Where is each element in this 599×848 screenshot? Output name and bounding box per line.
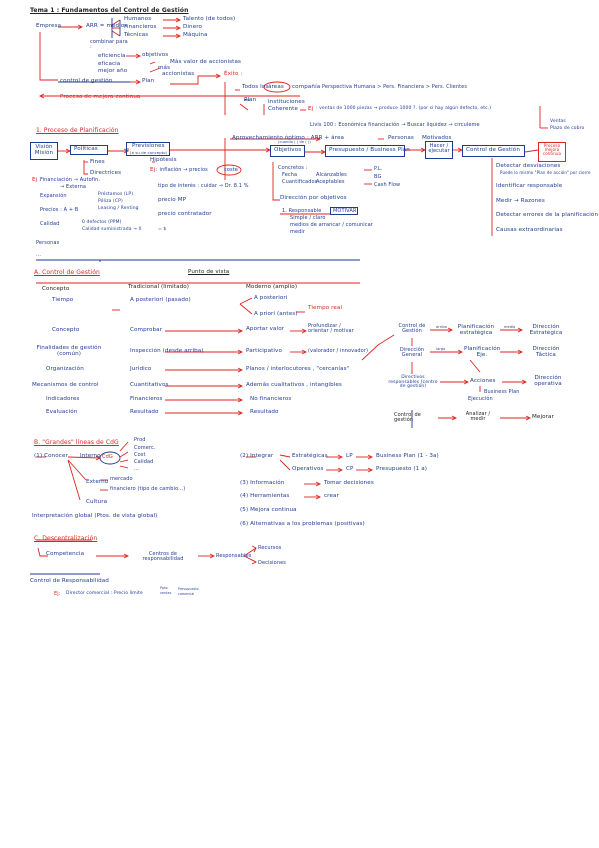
row-concepto-m: Aportar valor [246,326,285,332]
sec3-r0-b: LP [346,453,353,459]
motivados-label: Motivados [422,135,452,141]
right-plan-label: Plan [244,97,257,103]
sec3-mercado: mercado [110,476,133,482]
diag-control: Control de Gestión [398,323,426,334]
row-indicadores-t: Financieros [130,396,163,402]
sec3-externo: Externo [86,479,109,485]
mas-valor-label: Más valor de accionistas [170,59,242,65]
recurso-out-talento: Talento (de todos) [183,16,236,22]
diag-direccion-general: Dirección General [399,347,425,358]
row-mecanismos-c: Mecanismos de control [32,382,99,388]
objetivos-sub: (cuando ( ) de ( )) [278,140,311,144]
sec3-r0-n: (2) Integrar [240,453,274,459]
medir-label: medir [290,229,306,235]
right-ej-label: Ej [308,106,314,112]
ctrl-sub: Puede lo mismo "Plan de acción" por cierre [500,170,591,175]
livis-text: Livis 100 : Económica financiación → Buscar liquidez → circuleme [310,122,480,128]
sec4-ej: Ej: [54,591,61,597]
diag-control2: Control de gestión [394,412,421,423]
politicas-personas: Personas [36,240,60,246]
compania-label: compañía [292,84,321,90]
ctrl-detectar: Detectar desviaciones [496,163,561,169]
fines-label: Fines [90,159,105,165]
row-mecanismos-m: Además cualitativos , intangibles [246,382,342,388]
precio-contratador-label: precio contratador [158,211,212,217]
fecha-label: Fecha [282,172,298,178]
diag-planif: Planificación estratégica [457,324,495,336]
row-finalidades-extra: (valorador / innovador) [308,348,369,354]
concretos-label: Concretos : [278,165,308,171]
row-organizacion-c: Organización [46,366,84,372]
directrices-label: Directrices [90,170,122,176]
diag-analizar: Analizar / medir [465,411,491,422]
sec3-cultura: Cultura [86,499,108,505]
row-concepto-c: Concepto [52,327,80,333]
sec3-calidad: Calidad [134,459,154,465]
sec3-r3-a: crear [324,493,339,499]
recurso-tecnicas: Técnicas [124,32,149,38]
sec3-r0-c: Business Plan (1 - 3a) [376,453,439,459]
control-label: Control de Gestión [466,147,520,153]
arr-label: ARR = medios [86,23,128,29]
sub-calidad-sum: Calidad suministrada → X [82,227,142,232]
resultado2-label: accionistas [162,71,195,77]
sec3-r3-n: (4) Herramientas [240,493,290,499]
sec4-competencia: Competencia [46,551,85,557]
sec4-header: C. Descentralización [34,535,98,542]
sec3-r1-b: CP [346,466,354,472]
motivar-label: MOTIVAR [333,208,357,214]
direccion-label: Dirección por objetivos [280,195,347,201]
col-concepto: Concepto [42,286,70,292]
control-gestion-label: control de gestión [60,78,113,84]
simple-label: Simple / claro [290,215,326,221]
empresa-label: Empresa [36,23,62,29]
sec3-dots: ... [134,466,140,472]
row-evaluacion-m: Resultado [250,409,279,415]
col-moderno: Moderno (amplio) [246,284,298,290]
row-evaluacion-c: Evaluación [46,409,78,415]
aprov-label: Aprovechamiento óptimo : ARR + área [232,135,345,141]
sec3-r2-a: Tomar decisiones [324,480,374,486]
row-organizacion-m: Planos / interlocutores , "cercanías" [246,366,350,372]
previsiones-sub: (a su de concepto) [130,150,168,155]
sec4-ej-small3: Presupuesto [178,587,199,591]
sec3-l1: (1) Conocer [34,453,68,459]
sec4-responsables: Responsables [216,553,252,559]
recurso-humanos: Humanos [124,16,152,22]
sec3-cost: Cost [134,452,146,458]
exito-label: Éxito : [224,71,243,77]
personas-label: Personas [388,135,414,141]
sec3-r0-a: Estratégicas [292,453,328,459]
sec2-header: A. Control de Gestión [34,269,100,276]
ej1-label: Ej [150,167,156,173]
sec4-ej-small1: Ppto. [160,586,169,590]
sec3-financiero: financiero (tipo de cambio...) [110,486,186,492]
recurso-out-maquina: Máquina [183,32,208,38]
instituciones-label: Instituciones [268,99,305,105]
sec3-interpretacion: Interpretación global (Ptos. de vista global) [32,513,158,519]
objetivos-label: objetivos [142,52,169,58]
sec3-cdg: CdG [102,454,113,460]
sec3-r5-n: (6) Alternativas a los problemas (positivas) [240,521,365,527]
sec4-centros: Centros de responsabilidad [142,551,184,562]
sub-prestamos: Préstamos (LP) [98,192,134,197]
objetivos-box-label: Objetivos [274,147,302,153]
row-mecanismos-t: Cuantitativos [130,382,169,388]
sub-leasing: Leasing / Renting [98,206,139,211]
politicas-dots: ... [36,252,42,258]
row-concepto-extra: Profundizar / orientar / motivar [308,323,354,334]
page-title: Tema 1 : Fundamentos del Control de Gestión [30,7,189,14]
ventas-text: : ventas de 1000 piezas → produce 1000 ?. (por si hay algún defecto, etc.) [316,106,492,111]
ctrl-medir: Medir → Razones [496,198,545,204]
sec4-ej-text: Director comercial : Precio límite [66,591,143,596]
sec3-comercial: Comerc. [134,445,156,451]
areas-label: áreas [268,84,284,90]
ctrl-errores: Detectar errores de la planificación [496,212,599,218]
resultado-label: más [158,65,171,71]
precio-mp-label: precio MP [158,197,187,203]
eficacia-label: eficacia [98,61,121,67]
row-indicadores-c: Indicadores [46,396,80,402]
aceptables-label: Aceptables [316,179,345,185]
sec4-ej-small2: ventas [160,591,172,595]
row-concepto-t: Comprobar [130,327,163,333]
responsable-label: 1. Responsable [282,208,322,214]
cuantificados-label: Cuantificados [282,179,318,185]
sub-defectos: 0 defectos (PPM) [82,220,122,225]
row-tiempo-c: Tiempo [52,297,74,303]
politicas-financiacion: Financiación → Autofin. [40,177,101,183]
asumibles-label: Alcanzables [316,172,347,178]
right-ventas: Ventas [550,119,566,124]
pl-label: P.L. [374,166,383,172]
sec4-decisiones: Decisiones [258,560,286,566]
coste-label: coste [224,167,238,173]
politicas-label: Políticas [74,146,98,152]
diag-mejorar: Mejorar [532,414,554,420]
medios-label: medios de arrancar / comunicar [290,222,373,228]
sec3-r4-n: (5) Mejora continua [240,507,297,513]
perspectiva-label: Perspectiva Humana > Pers. Financiera > Pers. Clientes [322,84,468,90]
sec3-header: B. "Grandes" líneas de CdG [34,439,119,446]
plan-label: Plan [142,78,155,84]
punto-vista-label: Punto de vista [188,269,230,275]
tipo-interes-label: tipo de interés : cuidar → Dr. 8.1 % [158,183,249,189]
col-tradicional: Tradicional (limitado) [128,284,190,290]
diag-largo: largo [436,347,446,351]
diag-medio: medio [504,325,516,329]
inflacion-label: : inflación → precios [156,167,208,173]
mejor-ano-label: mejor año [98,68,128,74]
diag-acciones: Acciones [470,378,496,384]
hacer-label: Hacer / ejecutar [428,143,450,154]
sec1-header: 1. Proceso de Planificación [36,127,119,134]
diag-direccion-tactica: Dirección Táctica [532,346,560,358]
row-evaluacion-t: Resultado [130,409,159,415]
sec4-control-resp: Control de Responsabilidad [30,578,109,584]
row-tiempo-m: A posteriori [254,295,288,301]
diag-arriba: arriba [436,325,447,329]
row-tiempo-extra: Tiempo real [308,305,343,311]
diag-planif-eje: Planificación Eje. [464,346,501,358]
hipotesis-label: Hipótesis [150,157,177,163]
combinar-label: combinar para : [90,39,128,50]
row-indicadores-m: No financieros [250,396,292,402]
row-organizacion-t: Jurídico [130,366,152,372]
bg-label: BG [374,174,382,180]
row-tiempo-t: A posteriori (pasado) [130,297,191,303]
diag-direccion-estrat: Dirección Estratégica [529,324,563,336]
row-finalidades-t: Inspección (desde arriba) [130,348,204,354]
diag-directivos: Directivos responsables (centro de gestión) [388,375,438,389]
recurso-financieros: Financieros [124,24,157,30]
row-finalidades-c: Finalidades de gestión (común) [36,345,102,357]
diag-business: Business Plan [484,389,520,395]
todos-label: Todos los [242,84,269,90]
politicas-ej-label: Ej [32,177,38,183]
row-finalidades-m: Participativo [246,348,282,354]
sec3-prod: Prod [134,437,146,443]
cash-label: Cash Flow [374,182,401,188]
presupuesto-label: Presupuesto / Business Plan [329,147,410,153]
eficiencia-label: eficiencia [98,53,126,59]
politicas-externa: → Externa [60,184,87,190]
sec3-interno: Interno [80,453,101,459]
proceso-mejora-box-label: Proceso mejora continua [542,143,562,156]
sec3-r1-a: Operativos [292,466,324,472]
sub-poliza: Póliza (CP) [98,199,123,204]
coherente-label: Coherente [268,106,299,112]
ctrl-identificar: Identificar responsable [496,183,563,189]
ctrl-causas: Causas extraordinarias [496,227,563,233]
diag-direccion-operativa: Dirección operativa [534,375,562,387]
proceso-mejora-top: Proceso de mejora continua [60,94,141,100]
previsiones-label: Previsiones [132,143,165,149]
politicas-calidad: Calidad [40,221,60,227]
politicas-precios: Precios : A + B [40,207,79,213]
politicas-expansion: Expansión [40,193,67,199]
plazo-label: Plazo de cobro [550,126,585,131]
row-tiempo-m2: A priori (antes) [254,311,298,317]
sec3-r1-c: Presupuesto (1 a) [376,466,428,472]
sec4-ej-small4: comercial [178,592,195,596]
diag-ejecucion: Ejecución [468,396,493,402]
sec4-recursos: Recursos [258,545,282,551]
sub-dollar: = $ [158,227,167,232]
vision-label: Visión Misión [34,144,54,156]
recurso-out-dinero: Dinero [183,24,203,30]
sec3-r2-n: (3) Información [240,480,285,486]
